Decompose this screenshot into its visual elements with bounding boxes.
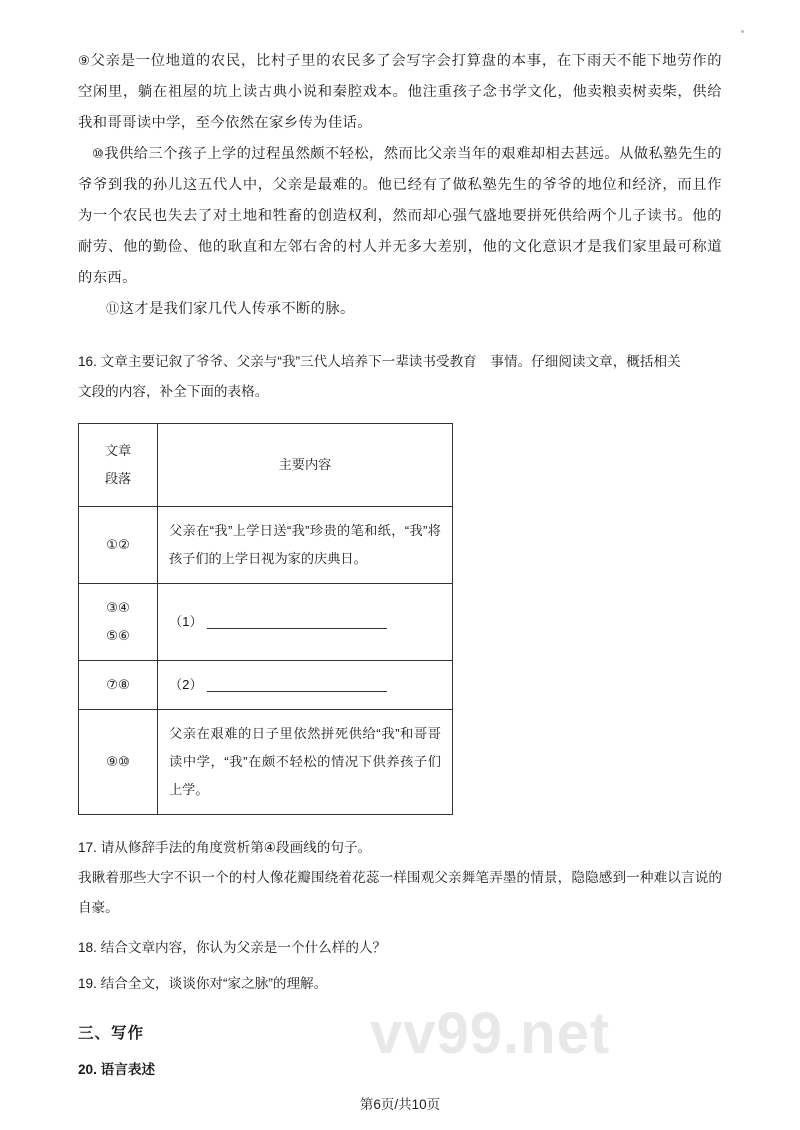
- passage-paragraph-11: [78, 294, 722, 325]
- paragraph-marker: ⑩: [92, 147, 105, 162]
- paragraph-text: 父亲是一位地道的农民，比村子里的农民多了会写字会打算盘的本事，在下雨天不能下地劳作的空闲里，躺在祖屋的坑上读古典小说和秦腔戏本。他注重孩子念书学文化，他卖粮卖树卖柴，供给我和哥哥读中学，至今依然在家乡传为佳话。: [78, 53, 722, 131]
- page-footer: 第6页/共10页: [359, 1097, 441, 1112]
- answer-table: [78, 423, 453, 815]
- passage-paragraph-10: [78, 139, 722, 294]
- paragraph-marker: ⑪: [106, 302, 120, 317]
- table-cell-segment: [79, 584, 158, 661]
- segment-label: ③④: [106, 600, 130, 615]
- question-20: 20. 语言表述: [78, 1062, 156, 1077]
- table-cell-content: 父亲在艰难的日子里依然拼死供给“我”和哥哥读中学，“我”在颇不轻松的情况下供养孩子们上学。: [158, 710, 453, 815]
- table-cell-answer-blank-2[interactable]: [158, 661, 453, 710]
- watermark: vv99.net: [370, 1001, 611, 1066]
- reading-passage: [78, 46, 722, 325]
- table-row: [79, 507, 453, 584]
- table-cell-answer-blank-1[interactable]: [158, 584, 453, 661]
- question-16-line-2: 文段的内容，补全下面的表格。: [78, 384, 269, 399]
- table-row: [79, 661, 453, 710]
- question-16-line-1: 16. 文章主要记叙了爷爷、父亲与“我”三代人培养下一辈读书受教育 事情。仔细阅读文章，概括相关: [78, 354, 681, 369]
- segment-label: ⑤⑥: [106, 628, 130, 643]
- table-header-segment: [79, 424, 158, 507]
- table-row: [79, 584, 453, 661]
- question-16: [78, 347, 722, 407]
- question-18: 18. 结合文章内容，你认为父亲是一个什么样的人？: [78, 940, 387, 955]
- table-header-segment-line2: 段落: [104, 471, 132, 486]
- answer-blank-line[interactable]: [207, 676, 387, 692]
- paragraph-text: 我供给三个孩子上学的过程虽然颇不轻松，然而比父亲当年的艰难却相去甚远。从做私塾先生的爷爷到我的孙儿这五代人中，父亲是最难的。他已经有了做私塾先生的爷爷的地位和经济，而且作为一个农民也失去了对土地和牲畜的创造权利，然而却心强气盛地要拼死供给两个儿子读书。他的耐劳、他的勤俭、他的耿直和左邻右舍的村人并无多大差别，他的文化意识才是我们家里最可称道的东西。: [78, 146, 722, 286]
- question-17: [78, 833, 722, 923]
- table-header-segment-line1: 文章: [104, 443, 132, 458]
- page-content: [78, 46, 722, 1085]
- page-corner-mark: [741, 30, 744, 33]
- table-row: [79, 710, 453, 815]
- table-cell-content: 父亲在“我”上学日送“我”珍贵的笔和纸，“我”将孩子们的上学日视为家的庆典日。: [158, 507, 453, 584]
- table-header-row: [79, 424, 453, 507]
- segment-label: ⑨⑩: [106, 754, 130, 769]
- answer-label: （1）: [169, 614, 203, 629]
- passage-paragraph-9: [78, 46, 722, 139]
- table-cell-segment: [79, 507, 158, 584]
- segment-label: ⑦⑧: [106, 677, 130, 692]
- question-17-quote: 我瞅着那些大字不识一个的村人像花瓣围绕着花蕊一样围观父亲舞笔弄墨的情景，隐隐感到一种难以言说的自豪。: [78, 870, 722, 915]
- paragraph-text: 这才是我们家几代人传承不断的脉。: [119, 301, 355, 317]
- segment-label: ①②: [106, 537, 130, 552]
- table-cell-segment: [79, 661, 158, 710]
- answer-blank-line[interactable]: [207, 613, 387, 629]
- paragraph-marker: ⑨: [78, 54, 91, 69]
- question-19: 19. 结合全文，谈谈你对“家之脉”的理解。: [78, 976, 328, 991]
- table-header-content: 主要内容: [158, 424, 453, 507]
- question-17-stem: 17. 请从修辞手法的角度赏析第④段画线的句子。: [78, 840, 372, 855]
- answer-label: （2）: [169, 677, 203, 692]
- table-cell-segment: [79, 710, 158, 815]
- section-heading-writing: 三、写作: [78, 1025, 145, 1042]
